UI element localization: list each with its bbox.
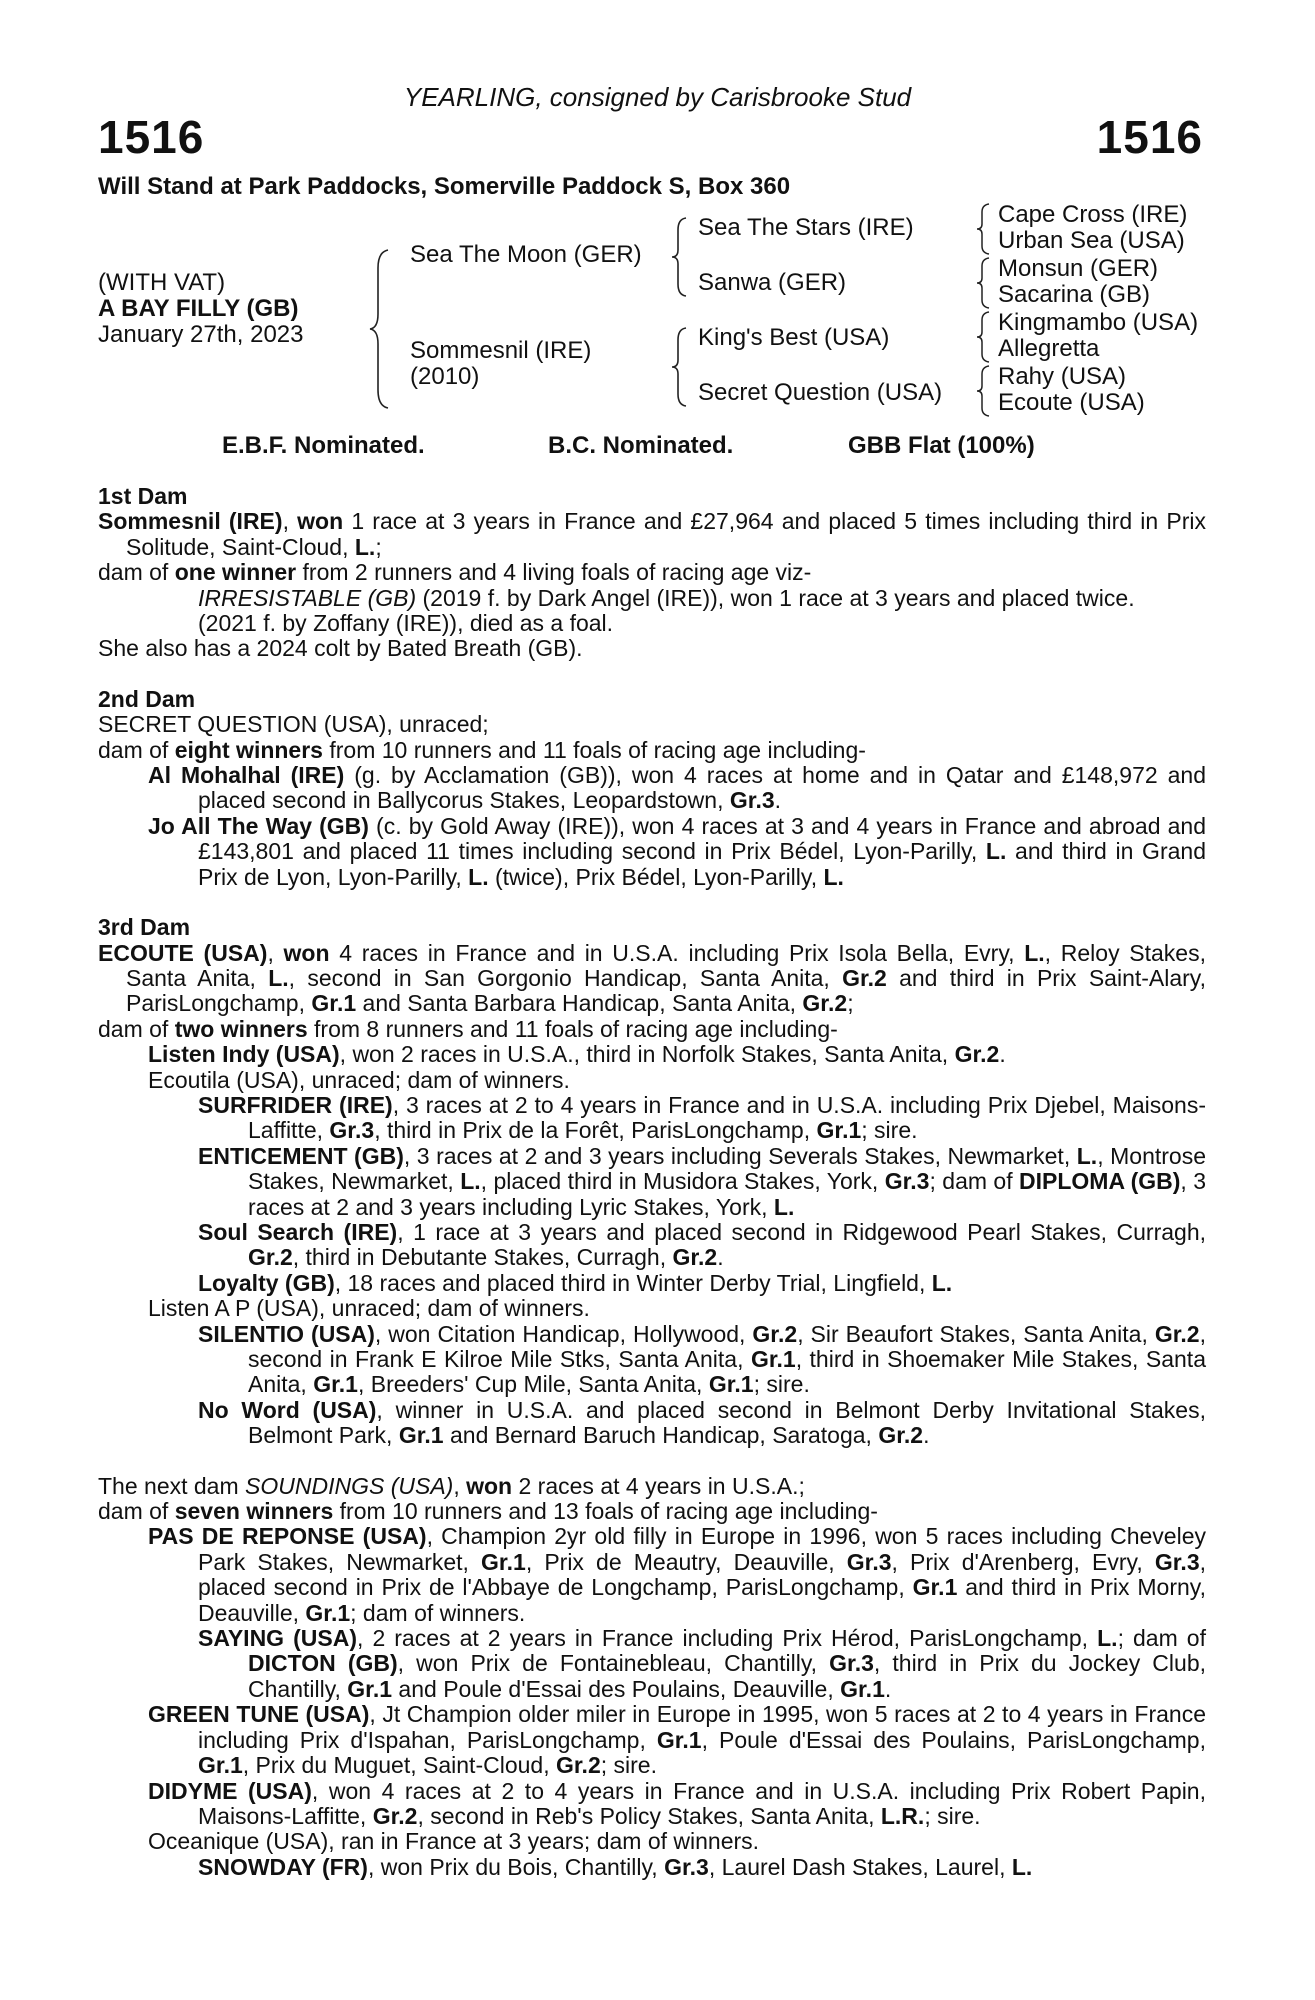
produce-ecoutila	[98, 1068, 1206, 1093]
produce-pas-de-reponse	[98, 1524, 1206, 1626]
text: She also has a 2024 colt by Bated Breath (GB).	[98, 635, 583, 662]
grade-L: L.	[1024, 939, 1045, 966]
text: (twice), Prix Bédel, Lyon-Parilly,	[488, 863, 824, 890]
grade-G3: Gr.3	[846, 1548, 892, 1575]
pedigree-brace-3b	[975, 256, 995, 310]
grade-G2: Gr.2	[878, 1422, 924, 1449]
produce-surfrider	[98, 1093, 1206, 1144]
ebf-nomination: E.B.F. Nominated.	[222, 432, 425, 459]
grade-G3: Gr.3	[329, 1117, 375, 1144]
pedigree-brace-3c	[975, 310, 995, 364]
text: ,	[453, 1472, 467, 1499]
third-dam-produce-summary	[98, 1017, 1206, 1042]
text: , won 2 races in U.S.A., third in Norfolk Stakes, Santa Anita,	[339, 1041, 955, 1068]
produce-loyalty	[98, 1271, 1206, 1296]
horse-name: No Word (USA)	[198, 1396, 377, 1423]
lot-number-left: 1516	[98, 111, 205, 163]
text: and third in Grand Prix de Lyon, Lyon-Parilly,	[198, 838, 1206, 890]
text: , won Citation Handicap, Hollywood,	[374, 1320, 753, 1347]
text: .	[774, 787, 782, 814]
text: Ecoutila (USA), unraced; dam of winners.	[148, 1066, 570, 1093]
produce-didyme	[98, 1779, 1206, 1830]
text: ; sire.	[861, 1117, 918, 1144]
grade-L: L.	[773, 1193, 795, 1220]
text: , Prix de Meautry, Deauville,	[525, 1548, 847, 1575]
dam-year: (2010)	[410, 363, 480, 390]
text: , won 4 races at 2 to 4 years in France and in U.S.A. including Prix Robert Papin, Maisons-Laffitte,	[198, 1777, 1206, 1829]
text: , 3 races at 2 and 3 years including Severals Stakes, Newmarket,	[403, 1142, 1077, 1169]
text: , Jt Champion older miler in Europe in 1995, won 5 races at 2 to 4 years in France including Prix d'Ispahan, ParisLongchamp,	[198, 1701, 1206, 1753]
horse-name: DIDYME (USA)	[148, 1777, 312, 1804]
second-dam-heading: 2nd Dam	[98, 685, 196, 712]
first-dam-note	[98, 636, 1206, 661]
text: dam of	[98, 1015, 175, 1042]
pedigree-brace-main	[368, 248, 398, 410]
text: Oceanique (USA), ran in France at 3 years; dam of winners.	[148, 1828, 760, 1855]
horse-name: A BAY FILLY (GB)	[98, 295, 299, 322]
sire-sire-name: Sea The Stars (IRE)	[698, 214, 914, 241]
text: ; dam of winners.	[350, 1599, 526, 1626]
text: ; sire.	[924, 1802, 981, 1829]
text: and Santa Barbara Handicap, Santa Anita,	[356, 990, 803, 1017]
horse-name: Jo All The Way (GB)	[148, 812, 369, 839]
grade-G3: Gr.3	[729, 787, 775, 814]
produce-snowday	[98, 1855, 1206, 1880]
horse-name: SURFRIDER (IRE)	[198, 1091, 393, 1118]
winner-count: eight winners	[174, 736, 323, 763]
text: dam of	[98, 736, 175, 763]
horse-name: SNOWDAY (FR)	[198, 1853, 368, 1880]
text: ; sire.	[600, 1752, 657, 1779]
grade-G2: Gr.2	[672, 1244, 718, 1271]
sire-dam-name: Sanwa (GER)	[698, 269, 847, 296]
text: (2021 f. by Zoffany (IRE)), died as a foal.	[198, 610, 614, 637]
text: ;	[847, 990, 854, 1017]
text: , 18 races and placed third in Winter Derby Trial, Lingfield,	[334, 1269, 932, 1296]
text: , Prix du Muguet, Saint-Cloud,	[242, 1752, 556, 1779]
grade-G1: Gr.1	[656, 1726, 702, 1753]
bc-nomination: B.C. Nominated.	[548, 432, 734, 459]
produce-saying: SAYING (USA), 2 races at 2 years in France including Prix Hérod, ParisLongchamp, L.; dam of DICTON (GB), won Prix de Fontainebleau, Chantilly, Gr.3, third in Prix du Jockey Club, Chantilly, Gr.1 and Poule d'Essai des Poulains, Deauville, Gr.1.	[198, 1625, 1207, 1702]
text: , second in Reb's Policy Stakes, Santa Anita,	[417, 1802, 881, 1829]
text: , Prix d'Arenberg, Evry,	[891, 1548, 1155, 1575]
catalogue-subheading: YEARLING, consigned by Carisbrooke Stud	[403, 82, 912, 112]
horse-name: Soul Search (IRE)	[198, 1218, 398, 1245]
grade-L: L.	[931, 1269, 953, 1296]
grade-G2: Gr.2	[842, 964, 887, 991]
produce-oceanique	[98, 1829, 1206, 1854]
dam-name: Sommesnil (IRE)	[410, 337, 592, 364]
grade-L: L.	[1011, 1853, 1033, 1880]
horse-name: DICTON (GB)	[248, 1650, 398, 1677]
winner-count: two winners	[174, 1015, 308, 1042]
text: ; dam of	[929, 1168, 1019, 1195]
grade-G1: Gr.1	[198, 1752, 243, 1779]
text: and third in Prix Morny, Deauville,	[198, 1574, 1206, 1626]
grade-G1: Gr.1	[750, 1346, 796, 1372]
grade-L: L.	[468, 863, 489, 890]
foal-name: IRRESISTABLE (GB)	[198, 584, 417, 611]
horse-name: Al Mohalhal (IRE)	[148, 762, 345, 789]
text: , 3 races at 2 to 4 years in France and in U.S.A. including Prix Djebel, Maisons-Laffitte,	[248, 1091, 1206, 1144]
grade-G2: Gr.2	[1154, 1320, 1200, 1347]
gen3-dam-sire-sire: Kingmambo (USA)	[998, 309, 1199, 336]
first-dam-heading: 1st Dam	[98, 483, 188, 509]
text: , winner in U.S.A. and placed second in Belmont Derby Invitational Stakes, Belmont Park,	[248, 1396, 1206, 1449]
gen3-sire-dam-dam: Sacarina (GB)	[998, 281, 1151, 308]
grade-G1: Gr.1	[816, 1117, 862, 1144]
grade-G2: Gr.2	[372, 1802, 418, 1829]
winner-count: seven winners	[174, 1498, 334, 1525]
gen3-sire-sire-dam: Urban Sea (USA)	[998, 227, 1185, 254]
text: , Montrose Stakes, Newmarket,	[248, 1142, 1207, 1195]
pedigree-brace-3d	[975, 364, 995, 418]
won-label: won	[297, 508, 344, 535]
grade-L: L.	[268, 964, 289, 991]
text: SECRET QUESTION (USA), unraced;	[98, 711, 489, 738]
text: , third in Shoemaker Mile Stakes, Santa Anita,	[248, 1346, 1206, 1398]
horse-name: Listen Indy (USA)	[148, 1041, 340, 1068]
horse-name: Loyalty (GB)	[198, 1269, 335, 1296]
next-dam-produce-summary	[98, 1499, 1206, 1524]
grade-G2: Gr.2	[752, 1320, 798, 1347]
grade-G1: Gr.1	[481, 1548, 526, 1575]
text: , Sir Beaufort Stakes, Santa Anita,	[797, 1320, 1155, 1347]
grade-L: L.	[1097, 1625, 1118, 1652]
pedigree-brace-sire	[670, 216, 692, 298]
grade-G1: Gr.1	[313, 1371, 358, 1398]
grade-G2: Gr.2	[248, 1244, 293, 1271]
grade-L: L.	[1076, 1142, 1098, 1169]
text: , third in Debutante Stakes, Curragh,	[292, 1244, 673, 1271]
grade-L: L.	[985, 838, 1007, 865]
text: dam of	[98, 1498, 175, 1525]
grade-LR: L.R.	[880, 1802, 925, 1829]
horse-name: ENTICEMENT (GB)	[198, 1142, 404, 1169]
gen3-dam-dam-dam: Ecoute (USA)	[998, 389, 1145, 416]
produce-jo-all-the-way	[98, 814, 1206, 890]
horse-name: GREEN TUNE (USA)	[148, 1701, 370, 1728]
grade-G2: Gr.2	[802, 990, 848, 1017]
text: ; dam of	[1117, 1625, 1206, 1652]
record-text: 1 race at 3 years in France and £27,964 and placed 5 times including third in Prix Solitude, Saint-Cloud,	[126, 508, 1206, 560]
text: , third in Prix du Jockey Club, Chantilly,	[248, 1650, 1207, 1702]
won-label: won	[466, 1472, 513, 1499]
text: , Champion 2yr old filly in Europe in 1996, won 5 races including Cheveley Park Stakes, Newmarket,	[198, 1523, 1206, 1575]
produce-green-tune	[98, 1702, 1206, 1778]
first-dam-produce-summary	[98, 560, 1206, 585]
text: , second in San Gorgonio Handicap, Santa Anita,	[288, 964, 843, 991]
text: and third in Prix Saint-Alary, ParisLongchamp,	[126, 964, 1206, 1017]
grade-G2: Gr.2	[954, 1041, 1000, 1068]
grade-G1: Gr.1	[912, 1574, 958, 1601]
grade-L: L.	[354, 533, 376, 560]
dam-dam-name: Secret Question (USA)	[698, 379, 943, 406]
grade-G1: Gr.1	[398, 1422, 444, 1449]
dam-name-bold: ECOUTE (USA)	[98, 939, 268, 966]
grade-G1: Gr.1	[311, 990, 357, 1017]
produce-listen-ap	[98, 1296, 1206, 1321]
gbb-nomination: GBB Flat (100%)	[848, 432, 1035, 459]
text: , Poule d'Essai des Poulains, ParisLongchamp,	[701, 1726, 1206, 1753]
first-dam-record: Sommesnil (IRE), won 1 race at 3 years in France and £27,964 and placed 5 times including third in Prix Solitude, Saint-Cloud, L.;	[98, 508, 1206, 560]
grade-G1: Gr.1	[305, 1599, 351, 1626]
text: (g. by Acclamation (GB)), won 4 races at home and in Qatar and £148,972 and placed second in Ballycorus Stakes, Leopardstown,	[198, 762, 1206, 814]
text: and Poule d'Essai des Poulains, Deauville,	[392, 1675, 841, 1702]
gen3-sire-dam-sire: Monsun (GER)	[998, 255, 1159, 282]
produce-no-word: No Word (USA), winner in U.S.A. and placed second in Belmont Derby Invitational Stakes, Belmont Park, Gr.1 and Bernard Baruch Handicap, Saratoga, Gr.2.	[198, 1396, 1206, 1449]
dam-name-italic: SOUNDINGS (USA)	[245, 1472, 454, 1499]
text: The next dam	[98, 1472, 246, 1499]
won-label: won	[283, 939, 330, 966]
grade-G3: Gr.3	[884, 1168, 930, 1195]
catalogue-body	[98, 484, 1206, 1880]
pedigree-brace-3a	[975, 202, 995, 256]
grade-G3: Gr.3	[1154, 1548, 1200, 1575]
text: Listen A P (USA), unraced; dam of winners.	[148, 1295, 590, 1322]
winner-count: one winner	[174, 559, 297, 586]
record-end: ;	[375, 533, 382, 560]
first-dam-foal-1	[98, 586, 1206, 611]
text: , won Prix de Fontainebleau, Chantilly,	[397, 1650, 830, 1677]
grade-G2: Gr.2	[555, 1752, 601, 1779]
next-dam-record	[98, 1474, 1206, 1499]
vat-note: (WITH VAT)	[98, 269, 226, 296]
second-dam-record	[98, 712, 1206, 737]
stand-location: Will Stand at Park Paddocks, Somerville Paddock S, Box 360	[98, 173, 791, 200]
produce-soul-search: Soul Search (IRE), 1 race at 3 years and placed second in Ridgewood Pearl Stakes, Curragh, Gr.2, third in Debutante Stakes, Curragh, Gr.2.	[198, 1218, 1207, 1271]
text: dam of	[98, 559, 175, 586]
second-dam-produce-summary	[98, 738, 1206, 763]
first-dam-foal-2	[98, 611, 1206, 636]
grade-G1: Gr.1	[708, 1371, 754, 1398]
text: , third in Prix de la Forêt, ParisLongchamp,	[374, 1117, 817, 1144]
text: , Laurel Dash Stakes, Laurel,	[708, 1853, 1012, 1880]
text: from 10 runners and 11 foals of racing age including-	[322, 736, 866, 763]
text: , Reloy Stakes, Santa Anita,	[126, 939, 1206, 991]
text: from 10 runners and 13 foals of racing age including-	[333, 1498, 878, 1525]
text: , Breeders' Cup Mile, Santa Anita,	[357, 1371, 709, 1398]
text: , placed third in Musidora Stakes, York,	[480, 1168, 885, 1195]
text: (c. by Gold Away (IRE)), won 4 races at 3 and 4 years in France and abroad and £143,801 and placed 11 times including second in Prix Bédel, Lyon-Parilly,	[198, 812, 1206, 865]
produce-silentio	[98, 1322, 1206, 1398]
horse-name: SILENTIO (USA)	[198, 1320, 375, 1347]
text: , 1 race at 3 years and placed second in Ridgewood Pearl Stakes, Curragh,	[397, 1218, 1207, 1245]
text: 4 races in France and in U.S.A. including Prix Isola Bella, Evry,	[329, 939, 1025, 966]
sire-name: Sea The Moon (GER)	[410, 241, 642, 268]
dam-name-bold: Sommesnil (IRE)	[98, 508, 283, 535]
text: 2 races at 4 years in U.S.A.;	[512, 1472, 805, 1499]
grade-G3: Gr.3	[829, 1650, 874, 1677]
text: (2019 f. by Dark Angel (IRE)), won 1 race at 3 years and placed twice.	[416, 584, 1135, 611]
lot-number-right: 1516	[1096, 111, 1203, 163]
text: ; sire.	[753, 1371, 810, 1398]
text: , won Prix du Bois, Chantilly,	[367, 1853, 665, 1880]
dam-sire-name: King's Best (USA)	[698, 324, 890, 351]
grade-G1: Gr.1	[347, 1675, 393, 1702]
text: from 2 runners and 4 living foals of racing age viz-	[296, 559, 812, 586]
horse-name: DIPLOMA (GB)	[1019, 1168, 1181, 1195]
horse-name: SAYING (USA)	[198, 1625, 357, 1652]
produce-enticement	[98, 1144, 1206, 1220]
text: , 3 races at 2 and 3 years including Lyric Stakes, York,	[248, 1168, 1207, 1220]
foaling-date: January 27th, 2023	[98, 321, 304, 348]
gen3-sire-sire-sire: Cape Cross (IRE)	[998, 201, 1188, 228]
horse-name: PAS DE REPONSE (USA)	[148, 1523, 427, 1550]
grade-L: L.	[460, 1168, 481, 1195]
third-dam-record: ECOUTE (USA), won 4 races in France and in U.S.A. including Prix Isola Bella, Evry, L., Reloy Stakes, Santa Anita, L., second in San Gorgonio Handicap, Santa Anita, Gr.2 and third in Prix Saint-Alary, ParisLongchamp, Gr.1 and Santa Barbara Handicap, Santa Anita, Gr.2;	[98, 939, 1206, 1017]
text: and Bernard Baruch Handicap, Saratoga,	[443, 1422, 879, 1449]
third-dam-heading: 3rd Dam	[98, 914, 191, 941]
pedigree-brace-dam	[670, 326, 692, 408]
produce-al-mohalhal	[98, 763, 1206, 814]
grade-G1: Gr.1	[840, 1675, 885, 1702]
grade-L: L.	[823, 863, 844, 890]
text: , placed second in Prix de l'Abbaye de Longchamp, ParisLongchamp,	[198, 1548, 1207, 1601]
grade-G3: Gr.3	[664, 1853, 709, 1880]
gen3-dam-sire-dam: Allegretta	[998, 335, 1100, 362]
gen3-dam-dam-sire: Rahy (USA)	[998, 363, 1127, 390]
produce-listen-indy: Listen Indy (USA), won 2 races in U.S.A., third in Norfolk Stakes, Santa Anita, Gr.2.	[148, 1041, 1006, 1068]
text: from 8 runners and 11 foals of racing age including-	[307, 1015, 838, 1042]
text: , second in Frank E Kilroe Mile Stks, Santa Anita,	[248, 1320, 1206, 1372]
text: , 2 races at 2 years in France including Prix Hérod, ParisLongchamp,	[357, 1625, 1098, 1652]
